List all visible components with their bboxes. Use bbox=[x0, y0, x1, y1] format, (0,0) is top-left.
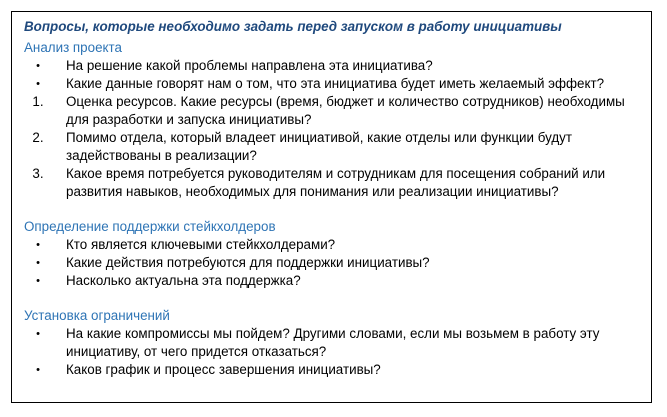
bullet-marker: • bbox=[36, 328, 40, 340]
section-project-analysis bbox=[24, 39, 641, 201]
question-text: На какие компромиссы мы пойдем? Другими словами, если мы возьмем в работу эту инициативу, от чего придется отказаться? bbox=[66, 326, 600, 359]
list-item bbox=[24, 325, 641, 361]
list-item bbox=[24, 129, 641, 165]
number-marker: 2. bbox=[32, 130, 44, 145]
list-item bbox=[24, 57, 641, 75]
question-text: На решение какой проблемы направлена эта инициатива? bbox=[66, 58, 433, 73]
section-stakeholder-support bbox=[24, 218, 641, 290]
document-title: Вопросы, которые необходимо задать перед запуском в работу инициативы bbox=[24, 19, 562, 34]
question-text: Какие действия потребуются для поддержки инициативы? bbox=[66, 255, 430, 270]
bullet-marker: • bbox=[36, 364, 40, 376]
list-item bbox=[24, 361, 641, 379]
number-marker: 1. bbox=[32, 94, 44, 109]
bullet-marker: • bbox=[36, 275, 40, 287]
question-text: Кто является ключевыми стейкхолдерами? bbox=[66, 237, 336, 252]
question-text: Оценка ресурсов. Какие ресурсы (время, бюджет и количество сотрудников) необходимы для разработки и запуска инициативы? bbox=[66, 94, 625, 127]
question-text: Насколько актуальна эта поддержка? bbox=[66, 273, 301, 288]
list-item bbox=[24, 93, 641, 129]
list-item bbox=[24, 254, 641, 272]
question-list bbox=[24, 57, 641, 201]
section-constraints bbox=[24, 307, 641, 379]
question-text: Помимо отдела, который владеет инициативой, какие отделы или функции будут задействованы в реализации? bbox=[66, 130, 572, 163]
question-list bbox=[24, 325, 641, 379]
list-item bbox=[24, 75, 641, 93]
number-marker: 3. bbox=[32, 166, 44, 181]
section-heading: Анализ проекта bbox=[24, 40, 122, 55]
question-text: Какое время потребуется руководителям и сотрудникам для посещения собраний или развития навыков, необходимых для понимания или реализации инициативы? bbox=[66, 166, 606, 199]
document-frame bbox=[11, 11, 652, 403]
section-heading: Определение поддержки стейкхолдеров bbox=[24, 219, 276, 234]
bullet-marker: • bbox=[36, 239, 40, 251]
bullet-marker: • bbox=[36, 78, 40, 90]
question-text: Какие данные говорят нам о том, что эта инициатива будет иметь желаемый эффект? bbox=[66, 76, 605, 91]
bullet-marker: • bbox=[36, 257, 40, 269]
bullet-marker: • bbox=[36, 60, 40, 72]
question-text: Каков график и процесс завершения инициативы? bbox=[66, 362, 381, 377]
question-list bbox=[24, 236, 641, 290]
list-item bbox=[24, 236, 641, 254]
list-item bbox=[24, 272, 641, 290]
section-heading: Установка ограничений bbox=[24, 308, 170, 323]
list-item bbox=[24, 165, 641, 201]
